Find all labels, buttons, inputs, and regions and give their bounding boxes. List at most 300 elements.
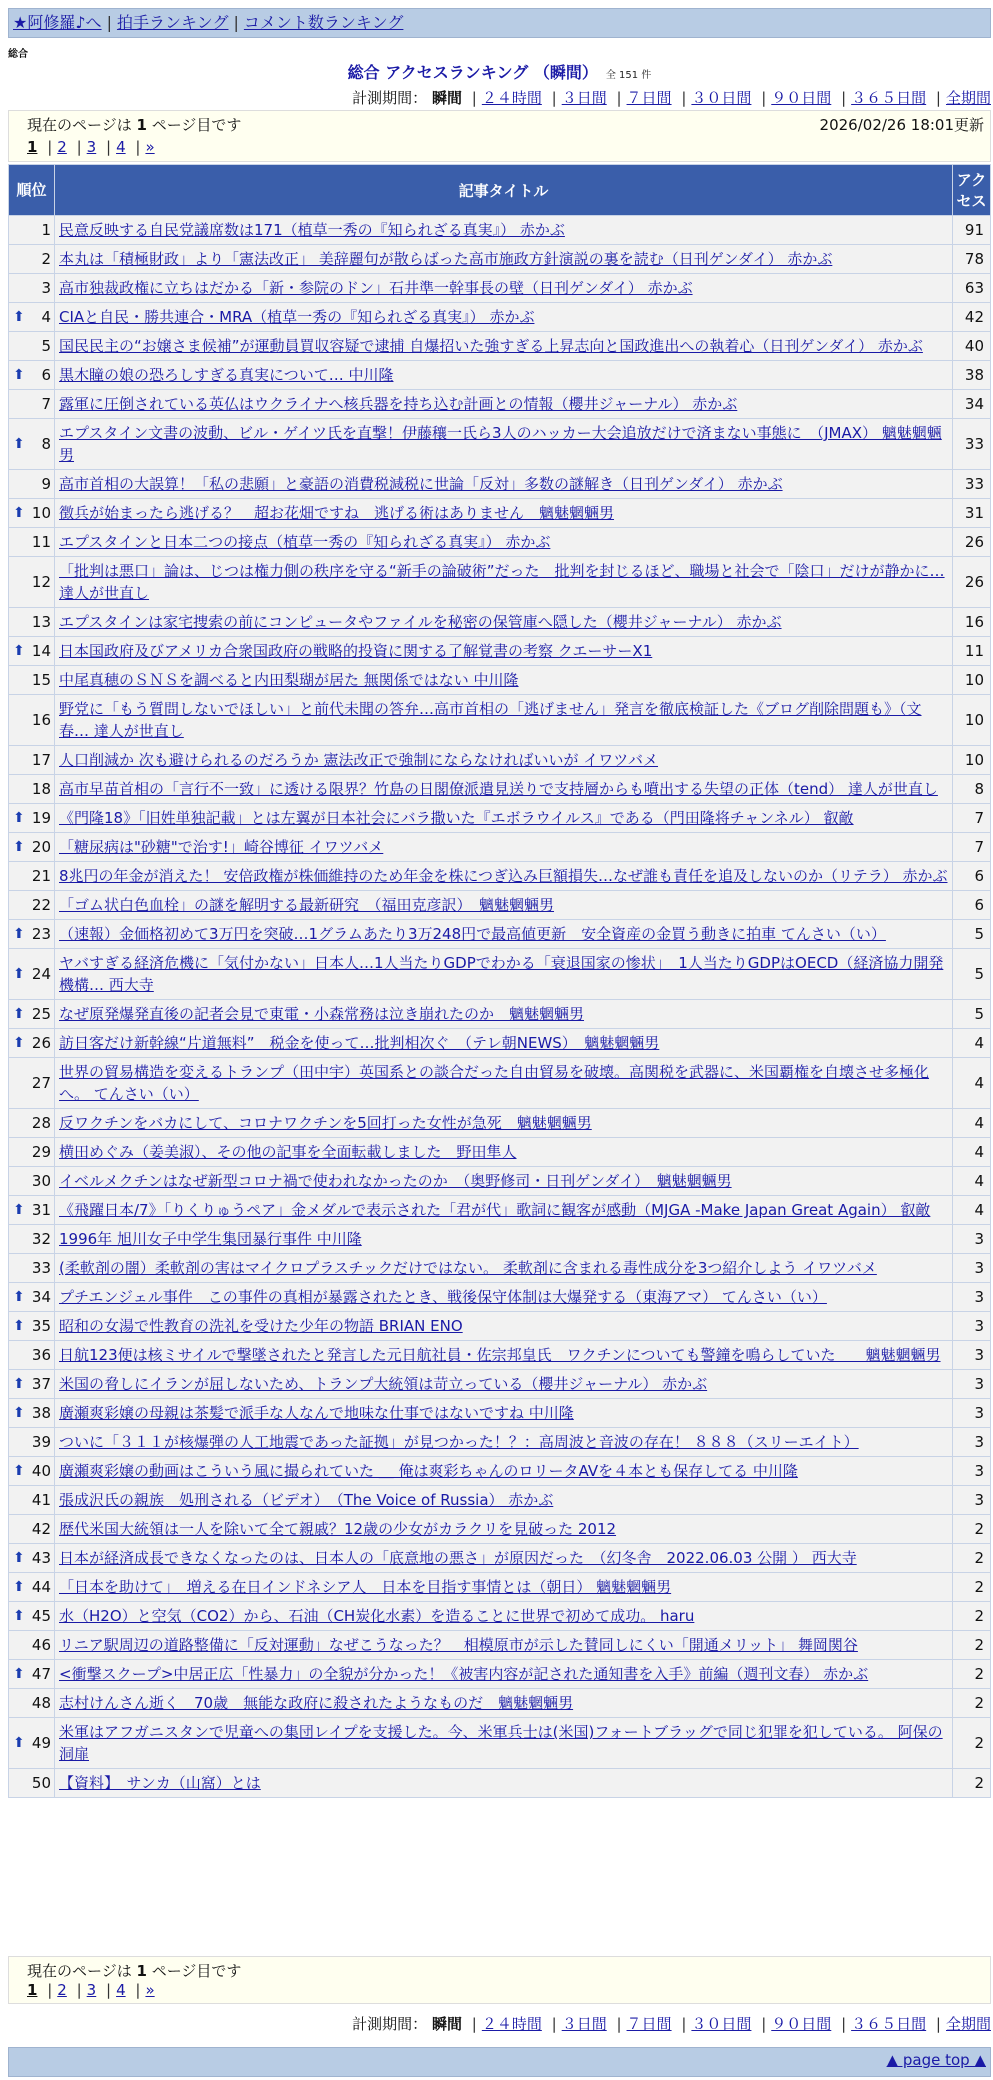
rank-cell (9, 608, 55, 637)
rank-number: 32 (31, 1230, 51, 1248)
period-link-7d[interactable]: ７日間 (626, 2015, 672, 2033)
rank-up-arrow-icon: ⬆ (13, 1666, 25, 1682)
article-title-link[interactable]: 高市首相の大誤算！「私の悲願」と豪語の消費税減税に世論「反対」多数の謎解き（日刊ゲンダイ） 赤かぶ (59, 475, 783, 493)
rank-number: 49 (31, 1734, 51, 1752)
title-cell (55, 390, 953, 419)
article-title-link[interactable]: 高市独裁政権に立ちはだかる「新・参院のドン」石井準一幹事長の壁（日刊ゲンダイ） 赤かぶ (59, 279, 693, 297)
rank-number: 36 (31, 1346, 51, 1364)
title-cell (55, 1138, 953, 1167)
page-title: 総合 アクセスランキング （瞬間） (347, 63, 598, 82)
rank-cell (9, 1515, 55, 1544)
article-title-link[interactable]: 廣瀬爽彩嬢の母親は茶髪で派手な人なんで地味な仕事ではないですね 中川隆 (59, 1404, 574, 1422)
article-title-link[interactable]: 国民民主の“お嬢さま候補”が運動員買収容疑で逮捕 自爆招いた強すぎる上昇志向と国政進出への執着心（日刊ゲンダイ） 赤かぶ (59, 337, 923, 355)
table-row (9, 1689, 991, 1718)
table-row (9, 1167, 991, 1196)
title-cell (55, 1341, 953, 1370)
access-count: 10 (953, 666, 991, 695)
rank-up-arrow-icon: ⬆ (13, 1289, 25, 1305)
title-cell (55, 775, 953, 804)
table-row (9, 1769, 991, 1798)
access-count: 3 (953, 1457, 991, 1486)
article-title-link[interactable]: 水（H2O）と空気（CO2）から、石油（CH炭化水素）を造ることに世界で初めて成功。 haru (59, 1607, 695, 1625)
title-cell (55, 470, 953, 499)
access-count: 3 (953, 1370, 991, 1399)
article-title-link[interactable]: <衝撃スクープ>中居正広「性暴力」の全貌が分かった！《被害内容が記された通知書を入手》前編（週刊文春） 赤かぶ (59, 1665, 869, 1683)
access-count: 34 (953, 390, 991, 419)
rank-cell (9, 804, 55, 833)
table-row (9, 1225, 991, 1254)
article-title-link[interactable]: エプスタイン文書の波動、ビル・ゲイツ氏を直撃！伊藤穰一氏ら3人のハッカー大会追放だけで済まない事態に （JMAX） 魑魅魍魎男 (59, 424, 942, 464)
pager-bottom: 1 | 2 | 3 | 4 | » (27, 1981, 155, 1999)
pager-link-2[interactable]: 2 (57, 1981, 67, 1999)
rank-up-arrow-icon: ⬆ (13, 367, 25, 383)
table-row (9, 499, 991, 528)
rank-cell (9, 1602, 55, 1631)
access-count: 33 (953, 470, 991, 499)
access-count: 38 (953, 361, 991, 390)
rank-number: 10 (31, 504, 51, 522)
pager-link-3[interactable]: 3 (86, 1981, 97, 1999)
rank-number: 23 (31, 925, 51, 943)
access-count: 3 (953, 1254, 991, 1283)
period-link-3d[interactable]: ３日間 (561, 2015, 607, 2033)
table-row (9, 1515, 991, 1544)
article-title-link[interactable]: ついに「３１１が核爆弾の人工地震であった証拠」が見つかった！？：高周波と音波の存在！ ８８８（スリーエイト） (59, 1433, 859, 1451)
rank-up-arrow-icon: ⬆ (13, 1550, 25, 1566)
home-link[interactable]: ★阿修羅♪へ (13, 13, 102, 32)
article-title-link[interactable]: 米国の脅しにイランが屈しないため、トランプ大統領は苛立っている（櫻井ジャーナル） 赤かぶ (59, 1375, 708, 1393)
access-count: 2 (953, 1544, 991, 1573)
rank-up-arrow-icon: ⬆ (13, 1608, 25, 1624)
article-title-link[interactable]: エプスタインと日本二つの接点（植草一秀の『知られざる真実』） 赤かぶ (59, 533, 551, 551)
pager-link-3[interactable]: 3 (86, 138, 97, 156)
access-count: 4 (953, 1138, 991, 1167)
rank-up-arrow-icon: ⬆ (13, 1318, 25, 1334)
table-row (9, 1254, 991, 1283)
article-title-link[interactable]: 「日本を助けて」 増える在日インドネシア人 日本を目指す事情とは（朝日） 魑魅魍魎男 (59, 1578, 672, 1596)
table-row (9, 528, 991, 557)
article-title-link[interactable]: 徴兵が始まったら逃げる？ 超お花畑ですね 逃げる術はありません 魑魅魍魎男 (59, 504, 615, 522)
rank-up-arrow-icon: ⬆ (13, 1463, 25, 1479)
rank-up-arrow-icon: ⬆ (13, 926, 25, 942)
article-title-link[interactable]: 志村けんさん逝く 70歳 無能な政府に殺されたようなものだ 魑魅魍魎男 (59, 1694, 574, 1712)
rank-up-arrow-icon: ⬆ (13, 1006, 25, 1022)
access-count: 3 (953, 1428, 991, 1457)
period-link-30d[interactable]: ３０日間 (691, 2015, 752, 2033)
rank-number: 30 (31, 1172, 51, 1190)
article-title-link[interactable]: イベルメクチンはなぜ新型コロナ禍で使われなかったのか （奥野修司・日刊ゲンダイ） 魑魅魍魎男 (59, 1172, 732, 1190)
rank-number: 29 (31, 1143, 51, 1161)
table-row (9, 1573, 991, 1602)
title-cell (55, 862, 953, 891)
rank-cell (9, 1196, 55, 1225)
category-label: 総合 (8, 49, 28, 60)
table-row (9, 557, 991, 608)
access-count: 5 (953, 1000, 991, 1029)
table-row (9, 1399, 991, 1428)
access-count: 2 (953, 1573, 991, 1602)
rank-cell (9, 1660, 55, 1689)
table-row (9, 303, 991, 332)
table-row (9, 1000, 991, 1029)
table-row (9, 1544, 991, 1573)
title-cell (55, 361, 953, 390)
rank-number: 16 (31, 711, 51, 729)
title-cell (55, 1000, 953, 1029)
table-row (9, 1029, 991, 1058)
access-count: 4 (953, 1058, 991, 1109)
rank-cell (9, 1167, 55, 1196)
rank-number: 4 (41, 308, 51, 326)
rank-number: 38 (31, 1404, 51, 1422)
access-count: 10 (953, 695, 991, 746)
access-count: 6 (953, 862, 991, 891)
article-title-link[interactable]: 本丸は「積極財政」より「憲法改正」 美辞麗句が散らばった高市施政方針演説の裏を読む（日刊ゲンダイ） 赤かぶ (59, 250, 833, 268)
rank-number: 48 (31, 1694, 51, 1712)
title-cell (55, 1058, 953, 1109)
access-count: 16 (953, 608, 991, 637)
access-count: 42 (953, 303, 991, 332)
rank-number: 37 (31, 1375, 51, 1393)
article-title-link[interactable]: 《飛躍日本/7》「りくりゅうペア」金メダルで表示された「君が代」歌詞に観客が感動（MJGA -Make Japan Great Again） 叡敵 (59, 1201, 931, 1219)
rank-cell (9, 746, 55, 775)
article-title-link[interactable]: 昭和の女湯で性教育の洗礼を受けた少年の物語 BRIAN ENO (59, 1317, 463, 1335)
title-cell (55, 1283, 953, 1312)
table-row (9, 1370, 991, 1399)
period-link-24h[interactable]: ２４時間 (481, 2015, 542, 2033)
ranking-table (8, 164, 991, 1798)
rank-cell (9, 775, 55, 804)
title-cell (55, 695, 953, 746)
rank-cell (9, 1399, 55, 1428)
table-row (9, 637, 991, 666)
access-count: 78 (953, 245, 991, 274)
period-selector-bottom: 計測期間： 瞬間 | ２４時間 | ３日間 | ７日間 | ３０日間 | ９０日間 | ３６５日間 | 全期間 (352, 2015, 991, 2033)
article-title-link[interactable]: なぜ原発爆発直後の記者会見で東電・小森常務は泣き崩れたのか 魑魅魍魎男 (59, 1005, 585, 1023)
rank-up-arrow-icon: ⬆ (13, 1376, 25, 1392)
period-link-90d[interactable]: ９０日間 (771, 89, 832, 107)
article-title-link[interactable]: 【資料】 サンカ（山窩）とは (59, 1774, 261, 1792)
rank-number: 39 (31, 1433, 51, 1451)
page-info-bottom (8, 1956, 991, 2004)
access-count: 4 (953, 1196, 991, 1225)
access-count: 33 (953, 419, 991, 470)
article-title-link[interactable]: ヤバすぎる経済危機に「気付かない」日本人…1人当たりGDPでわかる「衰退国家の惨状」 1人当たりGDPはOECD（経済協力開発機構… 西大寺 (59, 954, 944, 994)
rank-up-arrow-icon: ⬆ (13, 839, 25, 855)
article-title-link[interactable]: 横田めぐみ（姜美淑）、その他の記事を全面転載しました 野田隼人 (59, 1143, 517, 1161)
clap-ranking-link[interactable]: 拍手ランキング (116, 13, 229, 32)
rank-cell (9, 1000, 55, 1029)
access-count: 2 (953, 1660, 991, 1689)
access-count: 2 (953, 1689, 991, 1718)
title-cell (55, 1225, 953, 1254)
title-cell (55, 746, 953, 775)
article-title-link[interactable]: 廣瀬爽彩嬢の動画はこういう風に撮られていた ＿ 俺は爽彩ちゃんのロリータAVを４本とも保存してる 中川隆 (59, 1462, 798, 1480)
title-cell (55, 216, 953, 245)
rank-number: 40 (31, 1462, 51, 1480)
rank-cell (9, 1312, 55, 1341)
rank-cell (9, 920, 55, 949)
table-row (9, 1660, 991, 1689)
rank-cell (9, 1283, 55, 1312)
article-title-link[interactable]: 「糖尿病は"砂糖"で治す!」崎谷博征 イワツバメ (59, 838, 384, 856)
table-row (9, 390, 991, 419)
table-row (9, 332, 991, 361)
table-row (9, 920, 991, 949)
rank-cell (9, 1225, 55, 1254)
header-title: 記事タイトル (55, 165, 953, 216)
article-title-link[interactable]: 「ゴム状白色血栓」の謎を解明する最新研究 （福田克彦訳） 魑魅魍魎男 (59, 896, 555, 914)
total-count: 全 151 件 (605, 70, 652, 81)
access-count: 2 (953, 1769, 991, 1798)
rank-up-arrow-icon: ⬆ (13, 1405, 25, 1421)
rank-cell (9, 332, 55, 361)
title-cell (55, 1254, 953, 1283)
table-row (9, 746, 991, 775)
access-count: 91 (953, 216, 991, 245)
pager-next[interactable]: » (145, 1981, 155, 1999)
title-cell (55, 245, 953, 274)
article-title-link[interactable]: 訪日客だけ新幹線“片道無料” 税金を使って…批判相次ぐ （テレ朝NEWS） 魑魅魍魎男 (59, 1034, 660, 1052)
table-row (9, 804, 991, 833)
access-count: 3 (953, 1486, 991, 1515)
rank-number: 1 (41, 221, 51, 239)
title-cell (55, 1515, 953, 1544)
rank-cell (9, 1370, 55, 1399)
rank-cell (9, 1486, 55, 1515)
rank-up-arrow-icon: ⬆ (13, 1735, 25, 1751)
title-cell (55, 499, 953, 528)
title-cell (55, 1428, 953, 1457)
rank-number: 34 (31, 1288, 51, 1306)
rank-up-arrow-icon: ⬆ (13, 505, 25, 521)
article-title-link[interactable]: （速報）金価格初めて3万円を突破…1グラムあたり3万248円で最高値更新 安全資産の金買う動きに拍車 てんさい（い） (59, 925, 886, 943)
rank-cell (9, 1689, 55, 1718)
access-count: 2 (953, 1515, 991, 1544)
title-cell (55, 419, 953, 470)
article-title-link[interactable]: 露軍に圧倒されている英仏はウクライナへ核兵器を持ち込む計画との情報（櫻井ジャーナル） 赤かぶ (59, 395, 738, 413)
title-cell (55, 608, 953, 637)
rank-cell (9, 1573, 55, 1602)
rank-cell (9, 833, 55, 862)
period-link-365d[interactable]: ３６５日間 (851, 89, 927, 107)
access-count: 26 (953, 528, 991, 557)
period-link-30d[interactable]: ３０日間 (691, 89, 752, 107)
title-cell (55, 528, 953, 557)
table-row (9, 949, 991, 1000)
pager-next[interactable]: » (145, 138, 155, 156)
rank-cell (9, 891, 55, 920)
title-cell (55, 557, 953, 608)
title-cell (55, 1602, 953, 1631)
period-link-all[interactable]: 全期間 (945, 89, 991, 107)
article-title-link[interactable]: (柔軟剤の闇）柔軟剤の害はマイクロプラスチックだけではない。 柔軟剤に含まれる毒性成分を3つ紹介しよう イワツバメ (59, 1259, 877, 1277)
access-count: 7 (953, 833, 991, 862)
title-cell (55, 1457, 953, 1486)
page-title-line (8, 60, 991, 83)
nav-separator: | (106, 13, 112, 32)
rank-cell (9, 499, 55, 528)
rank-cell (9, 1457, 55, 1486)
rank-up-arrow-icon: ⬆ (13, 1579, 25, 1595)
access-count: 2 (953, 1718, 991, 1769)
rank-cell (9, 1254, 55, 1283)
page-top-link[interactable]: ▲ page top ▲ (886, 2051, 986, 2069)
period-current: 瞬間 (431, 2015, 462, 2033)
title-cell (55, 332, 953, 361)
period-current: 瞬間 (431, 89, 462, 107)
article-title-link[interactable]: 米軍はアフガニスタンで児童への集団レイプを支援した。今、米軍兵士は(米国)フォートブラッグで同じ犯罪を犯している。 阿保の洞扉 (59, 1723, 943, 1763)
rank-cell (9, 1029, 55, 1058)
article-title-link[interactable]: エプスタインは家宅捜索の前にコンピュータやファイルを秘密の保管庫へ隠した（櫻井ジャーナル） 赤かぶ (59, 613, 782, 631)
rank-cell (9, 1544, 55, 1573)
rank-number: 50 (31, 1774, 51, 1792)
table-row (9, 1196, 991, 1225)
article-title-link[interactable]: 《門隆18》「旧姓単独記載」とは左翼が日本社会にバラ撒いた『エボラウイルス』である（門田隆将チャンネル） 叡敵 (59, 809, 854, 827)
access-count: 10 (953, 746, 991, 775)
article-title-link[interactable]: 歴代米国大統領は一人を除いて全て親戚？12歳の少女がカラクリを見破った 2012 (59, 1520, 617, 1538)
rank-cell (9, 1718, 55, 1769)
title-cell (55, 891, 953, 920)
rank-number: 44 (31, 1578, 51, 1596)
comment-ranking-link[interactable]: コメント数ランキング (243, 13, 404, 32)
rank-cell (9, 274, 55, 303)
period-link-3d[interactable]: ３日間 (561, 89, 607, 107)
rank-number: 9 (41, 475, 51, 493)
rank-cell (9, 1138, 55, 1167)
title-cell (55, 804, 953, 833)
article-title-link[interactable]: 8兆円の年金が消えた！ 安倍政権が株価維持のため年金を株につぎ込み巨額損失…なぜ誰も責任を追及しないのか（リテラ） 赤かぶ (59, 867, 948, 885)
rank-up-arrow-icon: ⬆ (13, 1035, 25, 1051)
rank-cell (9, 1631, 55, 1660)
table-row (9, 775, 991, 804)
table-header-row (9, 165, 991, 216)
article-title-link[interactable]: 高市早苗首相の「言行不一致」に透ける限界？竹島の日閣僚派遣見送りで支持層からも噴出する失望の正体（tend） 達人が世直し (59, 780, 938, 798)
rank-up-arrow-icon: ⬆ (13, 810, 25, 826)
article-title-link[interactable]: リニア駅周辺の道路整備に「反対運動」なぜこうなった？ 相模原市が示した賛同しにくい「開通メリット」 舞岡関谷 (59, 1636, 858, 1654)
article-title-link[interactable]: CIAと自民・勝共連合・MRA（植草一秀の『知られざる真実』） 赤かぶ (59, 308, 535, 326)
title-cell (55, 1718, 953, 1769)
access-count: 11 (953, 637, 991, 666)
title-cell (55, 920, 953, 949)
rank-cell (9, 1428, 55, 1457)
rank-up-arrow-icon: ⬆ (13, 966, 25, 982)
article-title-link[interactable]: 世界の貿易構造を変えるトランプ（田中宇）英国系との談合だった自由貿易を破壊。高関税を武器に、米国覇権を自壊させ多極化へ。 てんさい（い） (59, 1063, 930, 1103)
article-title-link[interactable]: 日航123便は核ミサイルで撃墜されたと発言した元日航社員・佐宗邦皇氏 ワクチンについても警鐘を鳴らしていた 魑魅魍魎男 (59, 1346, 941, 1364)
period-link-24h[interactable]: ２４時間 (481, 89, 542, 107)
table-row (9, 419, 991, 470)
article-title-link[interactable]: 野党に「もう質問しないでほしい」と前代未聞の答弁…高市首相の「逃げません」発言を徹底検証した《ブログ削除問題も》（文春… 達人が世直し (59, 700, 922, 740)
access-count: 6 (953, 891, 991, 920)
access-count: 4 (953, 1029, 991, 1058)
title-cell (55, 303, 953, 332)
access-count: 4 (953, 1109, 991, 1138)
rank-cell (9, 470, 55, 499)
rank-up-arrow-icon: ⬆ (13, 309, 25, 325)
table-row (9, 862, 991, 891)
rank-number: 11 (31, 533, 51, 551)
article-title-link[interactable]: 日本が経済成長できなくなったのは、日本人の「底意地の悪さ」が原因だった （幻冬舎 2022.06.03 公開 ） 西大寺 (59, 1549, 857, 1567)
top-nav-bar (8, 8, 991, 38)
rank-cell (9, 949, 55, 1000)
rank-up-arrow-icon: ⬆ (13, 1202, 25, 1218)
access-count: 3 (953, 1283, 991, 1312)
period-link-365d[interactable]: ３６５日間 (851, 2015, 927, 2033)
access-count: 26 (953, 557, 991, 608)
rank-number: 17 (31, 751, 51, 769)
rank-cell (9, 1058, 55, 1109)
period-link-all[interactable]: 全期間 (945, 2015, 991, 2033)
rank-number: 46 (31, 1636, 51, 1654)
article-title-link[interactable]: 1996年 旭川女子中学生集団暴行事件 中川隆 (59, 1230, 362, 1248)
rank-cell (9, 695, 55, 746)
table-row (9, 666, 991, 695)
table-row (9, 274, 991, 303)
page-info-top (8, 110, 991, 162)
rank-up-arrow-icon: ⬆ (13, 643, 25, 659)
rank-number: 25 (31, 1005, 51, 1023)
rank-number: 15 (31, 671, 51, 689)
rank-cell (9, 637, 55, 666)
access-count: 5 (953, 949, 991, 1000)
article-title-link[interactable]: プチエンジェル事件 この事件の真相が暴露されたとき、戦後保守体制は大爆発する（東海アマ） てんさい（い） (59, 1288, 827, 1306)
current-page-text-bottom: 現在のページは 1 ページ目です (27, 1962, 242, 1980)
access-count: 3 (953, 1225, 991, 1254)
period-selector-top: 計測期間： 瞬間 | ２４時間 | ３日間 | ７日間 | ３０日間 | ９０日間 | ３６５日間 | 全期間 (352, 89, 991, 107)
table-row (9, 1718, 991, 1769)
rank-cell (9, 862, 55, 891)
rank-number: 21 (31, 867, 51, 885)
article-title-link[interactable]: 民意反映する自民党議席数は171（植草一秀の『知られざる真実』） 赤かぶ (59, 221, 565, 239)
pager-link-2[interactable]: 2 (57, 138, 67, 156)
rank-cell (9, 216, 55, 245)
rank-cell (9, 419, 55, 470)
article-title-link[interactable]: 反ワクチンをバカにして、コロナワクチンを5回打った女性が急死 魑魅魍魎男 (59, 1114, 592, 1132)
period-link-7d[interactable]: ７日間 (626, 89, 672, 107)
table-row (9, 608, 991, 637)
table-row (9, 1457, 991, 1486)
table-row (9, 216, 991, 245)
access-count: 7 (953, 804, 991, 833)
title-cell (55, 949, 953, 1000)
updated-timestamp: 2026/02/26 18:01更新 (819, 116, 984, 134)
pager-link-4[interactable]: 4 (116, 138, 126, 156)
access-count: 8 (953, 775, 991, 804)
article-title-link[interactable]: 中尾真穂のＳＮＳを調べると内田梨瑚が居た 無関係ではない 中川隆 (59, 671, 519, 689)
table-row (9, 470, 991, 499)
pager-link-4[interactable]: 4 (116, 1981, 126, 1999)
pager-top: 1 | 2 | 3 | 4 | » (27, 138, 155, 156)
rank-number: 47 (31, 1665, 51, 1683)
article-title-link[interactable]: 「批判は悪口」論は、じつは権力側の秩序を守る“新手の論破術”だった 批判を封じるほど、職場と社会で「陰口」だけが静かに… 達人が世直し (59, 562, 945, 602)
title-cell (55, 1167, 953, 1196)
table-row (9, 891, 991, 920)
article-title-link[interactable]: 黒木瞳の娘の恐ろしすぎる真実について… 中川隆 (59, 366, 394, 384)
table-row (9, 695, 991, 746)
article-title-link[interactable]: 人口削減か 次も避けられるのだろうか 憲法改正で強制にならなければいいが イワツバメ (59, 751, 659, 769)
rank-number: 18 (31, 780, 51, 798)
table-row (9, 1058, 991, 1109)
title-cell (55, 1689, 953, 1718)
table-row (9, 1283, 991, 1312)
period-link-90d[interactable]: ９０日間 (771, 2015, 832, 2033)
bottom-bar (8, 2047, 991, 2077)
article-title-link[interactable]: 張成沢氏の親族 処刑される（ビデオ） （The Voice of Russia） 赤かぶ (59, 1491, 554, 1509)
article-title-link[interactable]: 日本国政府及びアメリカ合衆国政府の戦略的投資に関する了解覚書の考察 クエーサーX1 (59, 642, 653, 660)
rank-cell (9, 390, 55, 419)
title-cell (55, 1769, 953, 1798)
access-count: 31 (953, 499, 991, 528)
